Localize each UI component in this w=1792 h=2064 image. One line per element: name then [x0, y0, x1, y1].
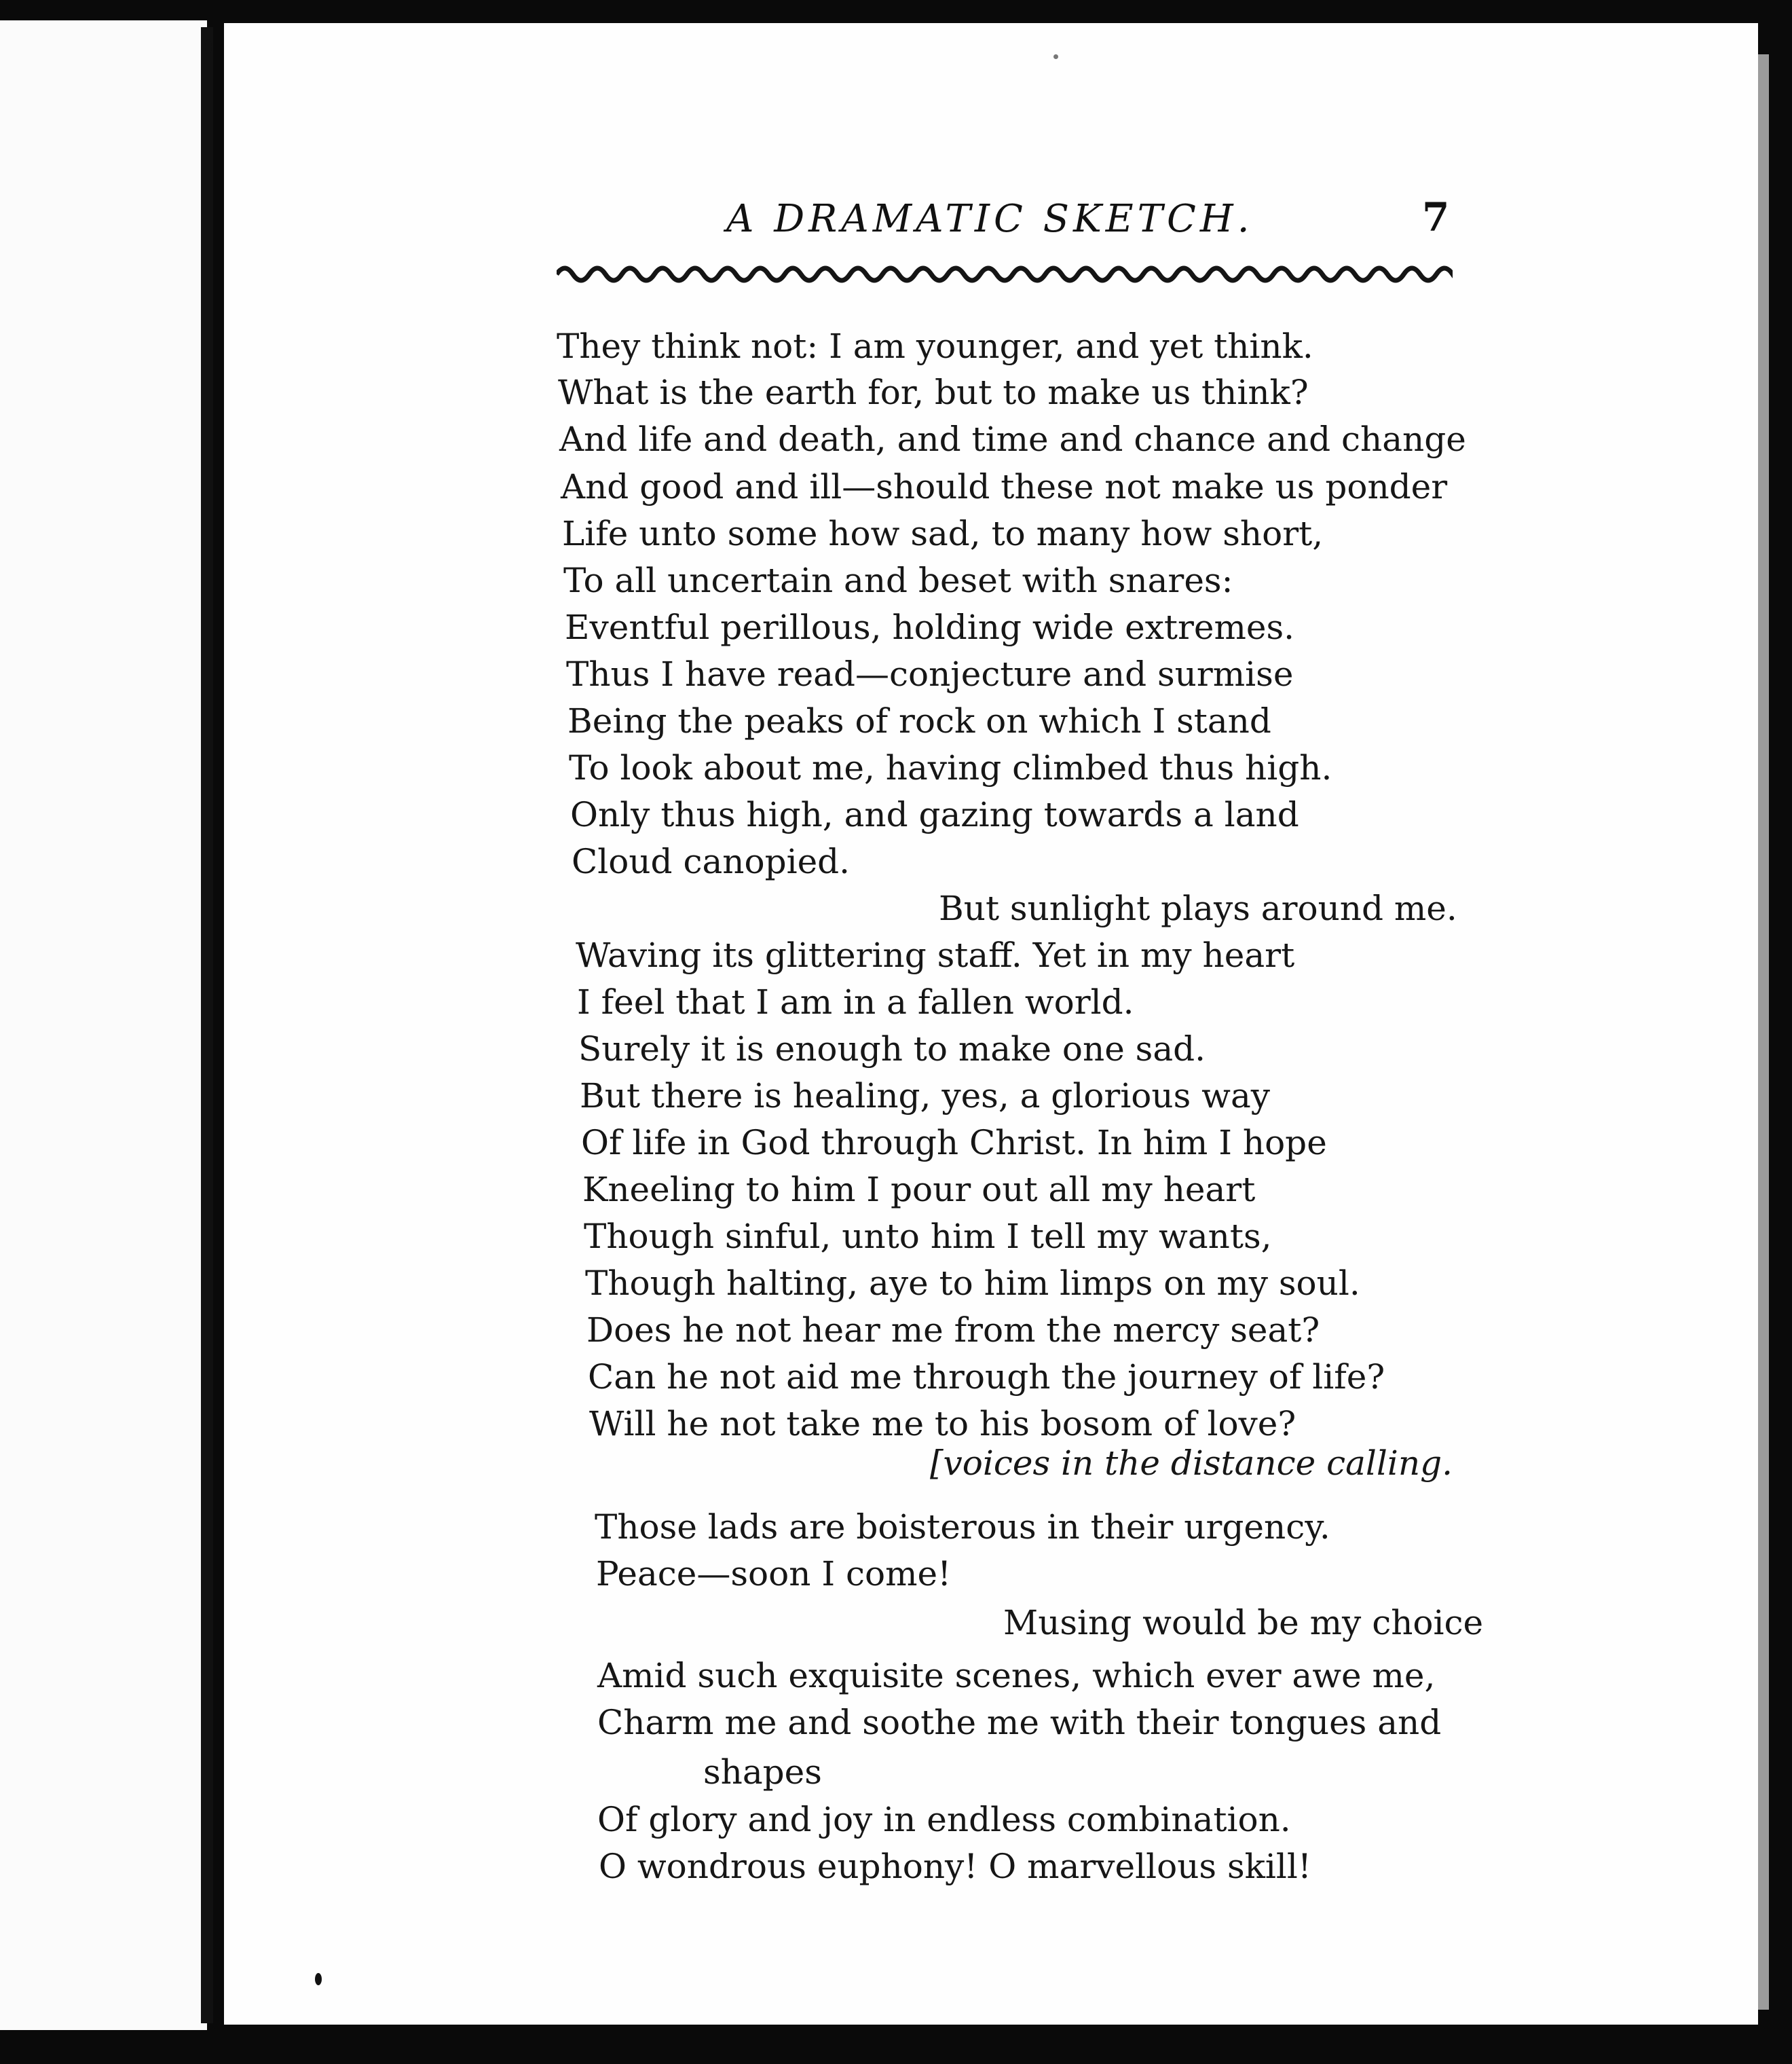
- poem-line-28: Amid such exquisite scenes, which ever awe me,: [597, 1656, 1436, 1695]
- poem-line-15: I feel that I am in a fallen world.: [577, 982, 1134, 1022]
- running-head: A DRAMATIC SKETCH.: [726, 197, 1254, 241]
- wavy-rule: [557, 253, 1453, 293]
- poem-line-10: To look about me, having climbed thus high.: [569, 748, 1332, 788]
- poem-line-14: Waving its glittering staff. Yet in my heart: [576, 936, 1295, 975]
- poem-line-16: Surely it is enough to make one sad.: [578, 1029, 1206, 1069]
- page-edge-shadow: [1758, 54, 1769, 2010]
- ink-speck: [205, 39, 212, 54]
- poem-line-8: Thus I have read—conjecture and surmise: [566, 655, 1294, 694]
- poem-line-32: O wondrous euphony! O marvellous skill!: [599, 1847, 1311, 1886]
- poem-line-11: Only thus high, and gazing towards a land: [570, 795, 1299, 834]
- poem-line-21: Though halting, aye to him limps on my soul.: [585, 1264, 1360, 1303]
- facing-page-edge: [0, 20, 207, 2030]
- stage-direction: [voices in the distance calling.: [930, 1443, 1453, 1483]
- poem-line-31: Of glory and joy in endless combination.: [597, 1800, 1291, 1839]
- poem-line-30: shapes: [703, 1752, 822, 1792]
- poem-line-7: Eventful perillous, holding wide extremes.: [565, 608, 1295, 647]
- poem-line-2: What is the earth for, but to make us think?: [558, 373, 1309, 412]
- poem-line-18: Of life in God through Christ. In him I hope: [581, 1123, 1327, 1162]
- poem-line-24: Will he not take me to his bosom of love?: [589, 1404, 1296, 1443]
- ink-speck: [315, 1973, 322, 1985]
- page-number: 7: [1422, 194, 1450, 240]
- poem-line-26: Peace—soon I come!: [596, 1554, 952, 1593]
- poem-line-22: Does he not hear me from the mercy seat?: [586, 1310, 1320, 1350]
- poem-line-20: Though sinful, unto him I tell my wants,: [584, 1217, 1272, 1256]
- poem-line-29: Charm me and soothe me with their tongues and: [597, 1703, 1442, 1742]
- poem-line-27: Musing would be my choice: [1003, 1603, 1484, 1642]
- poem-line-13: But sunlight plays around me.: [939, 889, 1457, 928]
- poem-line-6: To all uncertain and beset with snares:: [563, 561, 1233, 600]
- ink-speck: [1053, 54, 1058, 59]
- poem-line-23: Can he not aid me through the journey of life?: [588, 1357, 1385, 1397]
- poem-line-17: But there is healing, yes, a glorious way: [580, 1076, 1271, 1116]
- poem-line-9: Being the peaks of rock on which I stand: [567, 701, 1271, 741]
- poem-line-25: Those lads are boisterous in their urgency.: [595, 1507, 1330, 1547]
- poem-line-19: Kneeling to him I pour out all my heart: [582, 1170, 1256, 1209]
- binding-shadow: [201, 27, 213, 2023]
- poem-line-5: Life unto some how sad, to many how short,: [562, 514, 1324, 553]
- poem-line-4: And good and ill—should these not make us ponder: [561, 467, 1448, 506]
- poem-line-1: They think not: I am younger, and yet think.: [557, 327, 1313, 366]
- poem-line-12: Cloud canopied.: [572, 842, 851, 881]
- poem-line-3: And life and death, and time and chance and change: [559, 420, 1466, 459]
